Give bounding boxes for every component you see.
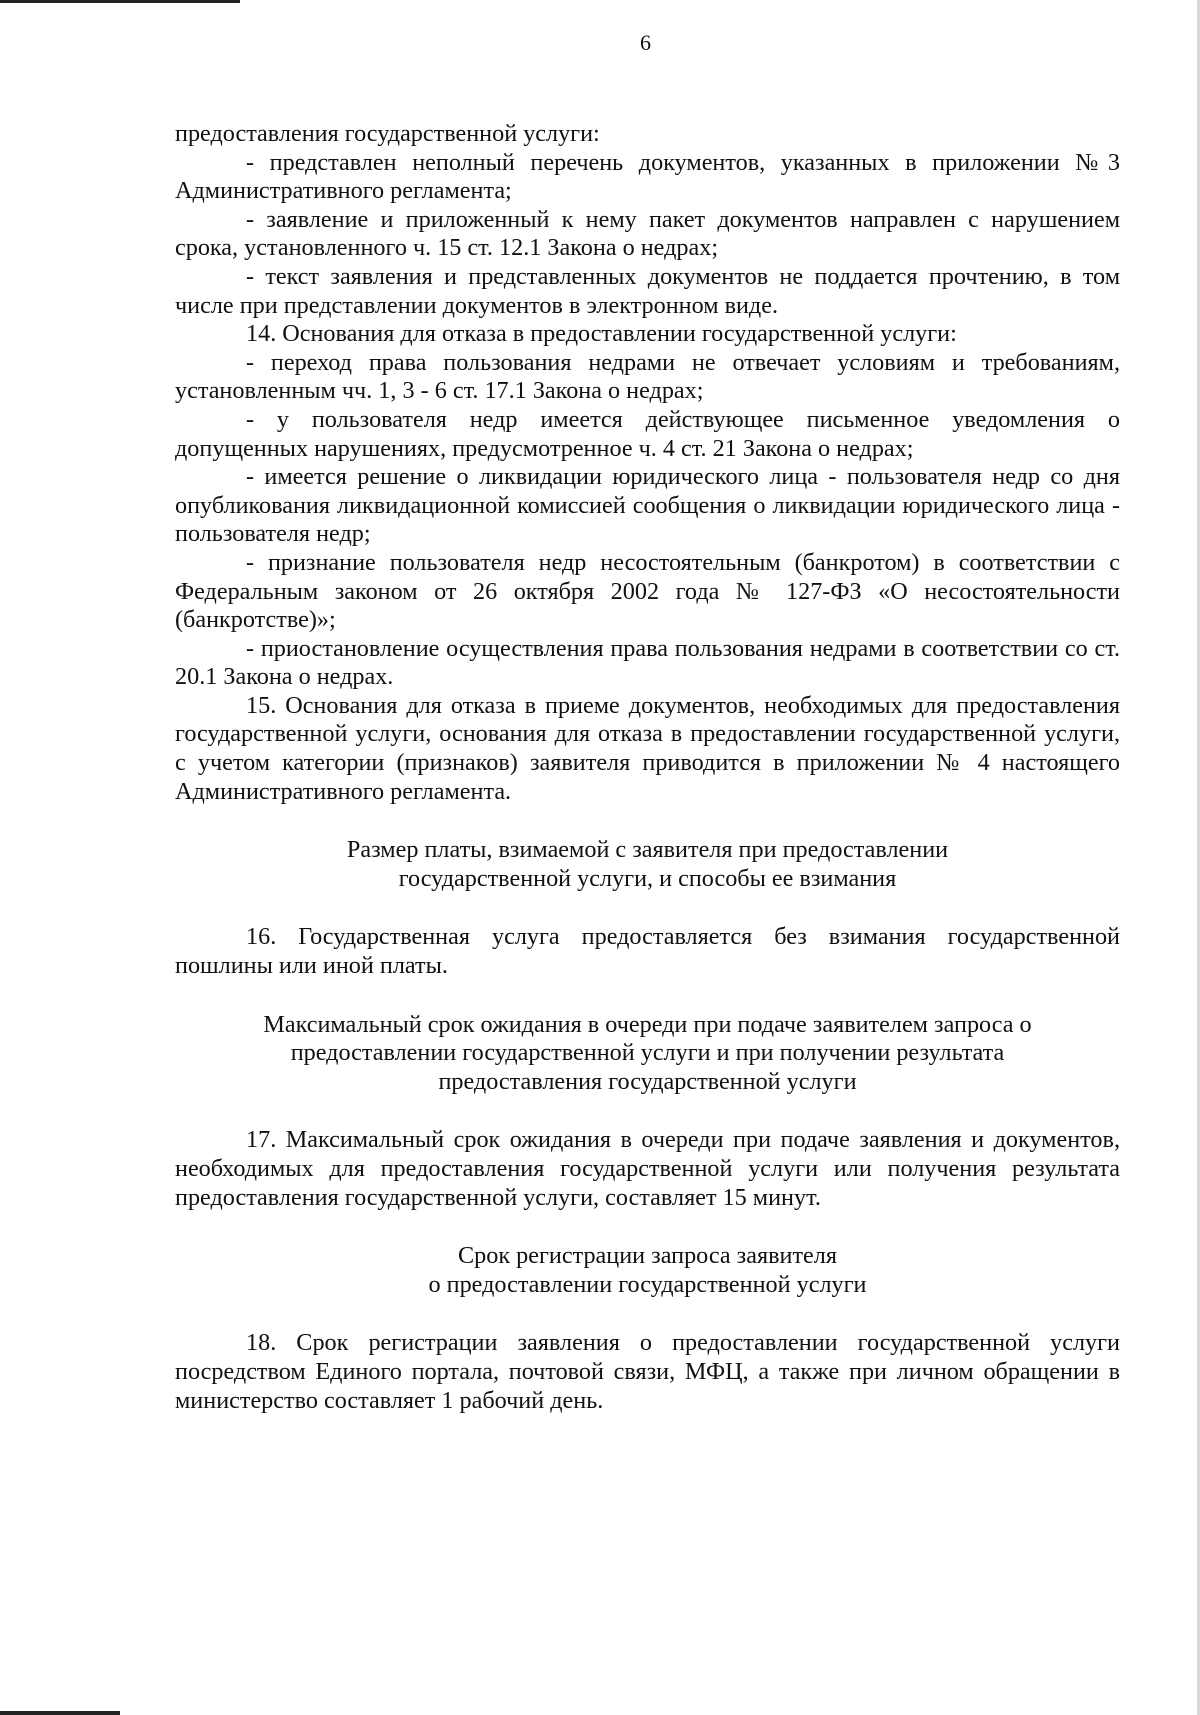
- heading-line: Размер платы, взимаемой с заявителя при предоставлении: [346, 836, 949, 864]
- paragraph: - переход права пользования недрами не отвечает условиям и требованиям, установленным чч. 1, 3 - 6 ст. 17.1 Закона о недрах;: [175, 348, 1120, 405]
- paragraph: 18. Срок регистрации заявления о предоставлении государственной услуги посредством Единого портала, почтовой связи, МФЦ, а также при личном обращении в министерство составляет 1 рабочий день.: [175, 1329, 1120, 1414]
- paragraph: предоставления государственной услуги:: [175, 120, 600, 147]
- paragraph: - заявление и приложенный к нему пакет документов направлен с нарушением срока, установленного ч. 15 ст. 12.1 Закона о недрах;: [175, 205, 1120, 262]
- heading-line: Максимальный срок ожидания в очереди при подаче заявителем запроса о: [263, 1010, 1032, 1038]
- paragraph: - представлен неполный перечень документов, указанных в приложении №3 Административного регламента;: [175, 148, 1120, 205]
- heading-line: о предоставлении государственной услуги: [428, 1270, 867, 1298]
- paragraph: - у пользователя недр имеется действующее письменное уведомления о допущенных нарушениях, предусмотренное ч. 4 ст. 21 Закона о недрах;: [175, 405, 1120, 462]
- paragraph: 16. Государственная услуга предоставляется без взимания государственной пошлины или иной платы.: [175, 923, 1120, 980]
- section-heading-queue: [175, 1011, 1120, 1097]
- paragraph: - признание пользователя недр несостоятельным (банкротом) в соответствии с Федеральным законом от 26 октября 2002 года № 127-ФЗ «О несостоятельности (банкротстве)»;: [175, 548, 1120, 634]
- section-heading-fee: [175, 836, 1120, 893]
- paragraph: - текст заявления и представленных документов не поддается прочтению, в том числе при представлении документов в электронном виде.: [175, 262, 1120, 319]
- page-number: 6: [640, 30, 651, 55]
- heading-line: Срок регистрации запроса заявителя: [458, 1242, 837, 1270]
- paragraph: 15. Основания для отказа в приеме документов, необходимых для предоставления государственной услуги, основания для отказа в предоставлении государственной услуги, с учетом категории (признаков) заявителя приводится в приложении № 4 настоящего Административного регламента.: [175, 691, 1120, 805]
- section-heading-registration: [175, 1242, 1120, 1299]
- paragraph: 14. Основания для отказа в предоставлении государственной услуги:: [246, 320, 957, 348]
- heading-line: предоставления государственной услуги: [438, 1067, 857, 1095]
- paragraph: - имеется решение о ликвидации юридического лица - пользователя недр со дня опубликования ликвидационной комиссией сообщения о ликвидации юридического лица - пользователя недр;: [175, 463, 1120, 548]
- paragraph: 17. Максимальный срок ожидания в очереди при подаче заявления и документов, необходимых для предоставления государственной услуги или получения результата предоставления государственной услуги, составляет 15 минут.: [175, 1126, 1120, 1211]
- scan-edge-mark-top: [0, 0, 240, 3]
- document-body: [175, 120, 1120, 1415]
- heading-line: предоставлении государственной услуги и при получении результата: [290, 1039, 1005, 1067]
- heading-line: государственной услуги, и способы ее взимания: [398, 864, 897, 892]
- paragraph: - приостановление осуществления права пользования недрами в соответствии со ст. 20.1 Закона о недрах.: [175, 634, 1120, 691]
- scan-edge-mark-bottom: [0, 1711, 120, 1715]
